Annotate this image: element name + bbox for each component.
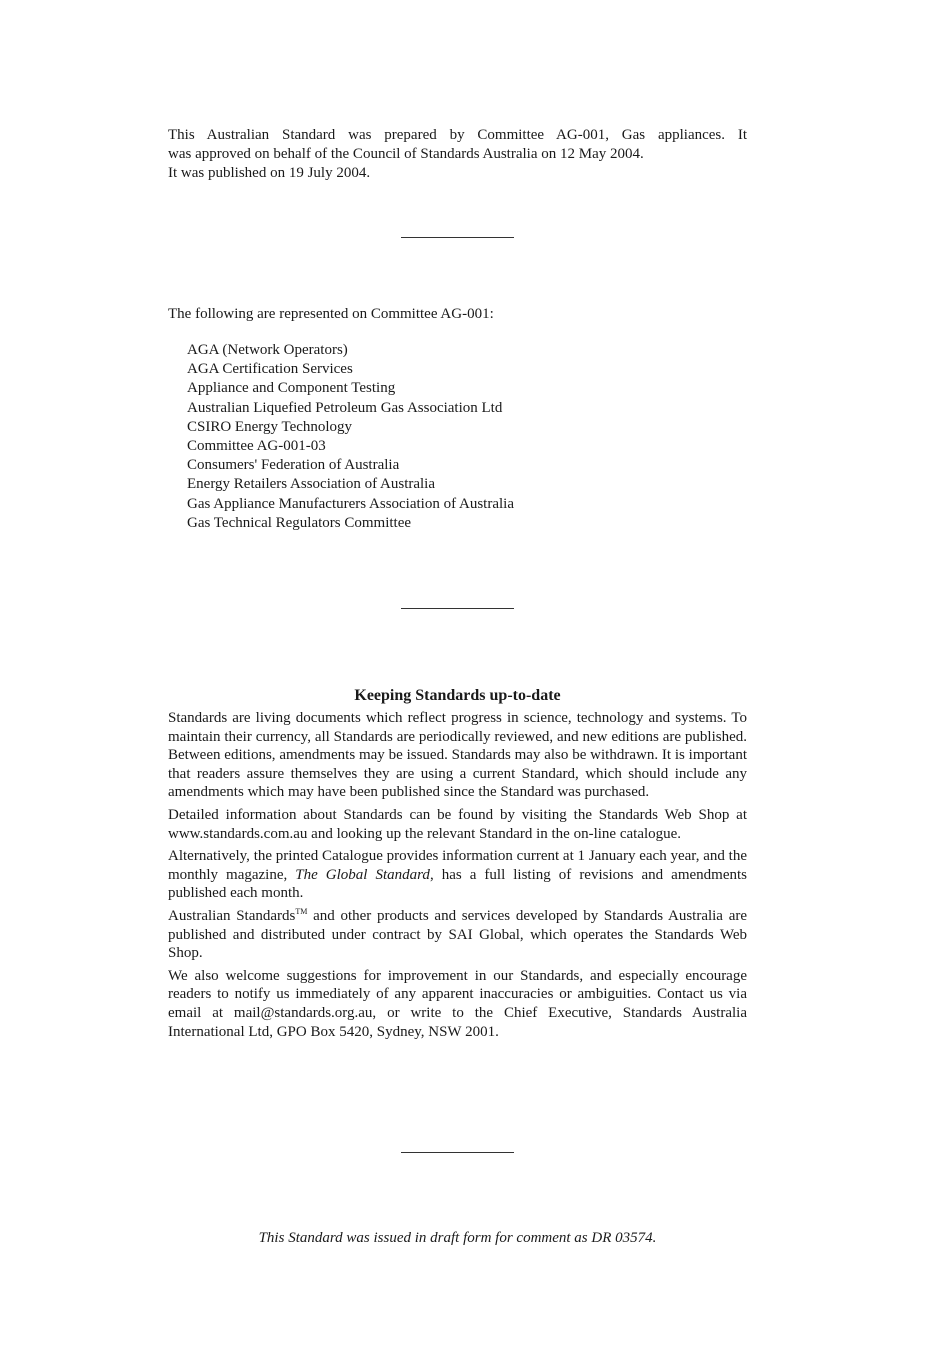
committee-member: Consumers' Federation of Australia xyxy=(187,457,400,474)
committee-member: Gas Technical Regulators Committee xyxy=(187,514,412,531)
preparation-statement xyxy=(168,126,747,183)
preparation-line-3: It was published on 19 July 2004. xyxy=(168,165,371,181)
global-standard-title: The Global Standard xyxy=(295,866,430,883)
draft-footnote: This Standard was issued in draft form for comment as DR 03574. xyxy=(258,1230,657,1246)
section-divider xyxy=(401,237,514,238)
keeping-paragraph-1: Standards are living documents which reflect progress in science, technology and systems. To maintain their currency, all Standards are periodically reviewed, and new editions are published. Between editions, amendments may be issued. Standards may also be withdrawn. It is important that readers assure themselves they are using a current Standard, which should include any amendments which may have been published since the Standard was purchased. xyxy=(168,710,747,801)
keeping-paragraph-5: We also welcome suggestions for improvement in our Standards, and especially encourage readers to notify us immediately of any apparent inaccuracies or ambiguities. Contact us via email at mail@standards.org.au, or write to the Chief Executive, Standards Australia International Ltd, GPO Box 5420, Sydney, NSW 2001. xyxy=(168,967,747,1040)
section-divider xyxy=(401,1152,514,1153)
committee-member: Appliance and Component Testing xyxy=(187,380,396,397)
committee-member: Energy Retailers Association of Australia xyxy=(187,476,436,493)
committee-intro: The following are represented on Committee AG-001: xyxy=(168,306,494,322)
keeping-paragraph-3: Alternatively, the printed Catalogue provides information current at 1 January each year, and the monthly magazine, The Global Standard, has a full listing of revisions and amendments published each month. xyxy=(168,848,747,902)
section-divider xyxy=(401,608,514,609)
preparation-line-2: was approved on behalf of the Council of Standards Australia on 12 May 2004. xyxy=(168,146,644,162)
keeping-standards-body xyxy=(168,709,747,1045)
committee-member: CSIRO Energy Technology xyxy=(187,418,353,435)
keeping-paragraph-4: Australian Standards™ and other products and services developed by Standards Australia are published and distributed under contract by SAI Global, which operates the Standards Web Shop. xyxy=(168,906,748,962)
trademark-mark: TM xyxy=(295,906,308,916)
keeping-paragraph-2: Detailed information about Standards can be found by visiting the Standards Web Shop at www.standards.com.au and looking up the relevant Standard in the on-line catalogue. xyxy=(168,806,747,842)
committee-member-list xyxy=(187,341,514,533)
committee-member: Committee AG-001-03 xyxy=(187,438,326,455)
committee-member: AGA Certification Services xyxy=(187,361,353,378)
keeping-standards-heading: Keeping Standards up-to-date xyxy=(354,687,561,704)
committee-member: AGA (Network Operators) xyxy=(187,342,348,358)
preparation-line-1: This Australian Standard was prepared by Committee AG-001, Gas appliances. It xyxy=(168,127,747,143)
committee-member: Gas Appliance Manufacturers Association of Australia xyxy=(187,495,514,512)
committee-member: Australian Liquefied Petroleum Gas Association Ltd xyxy=(187,399,503,416)
